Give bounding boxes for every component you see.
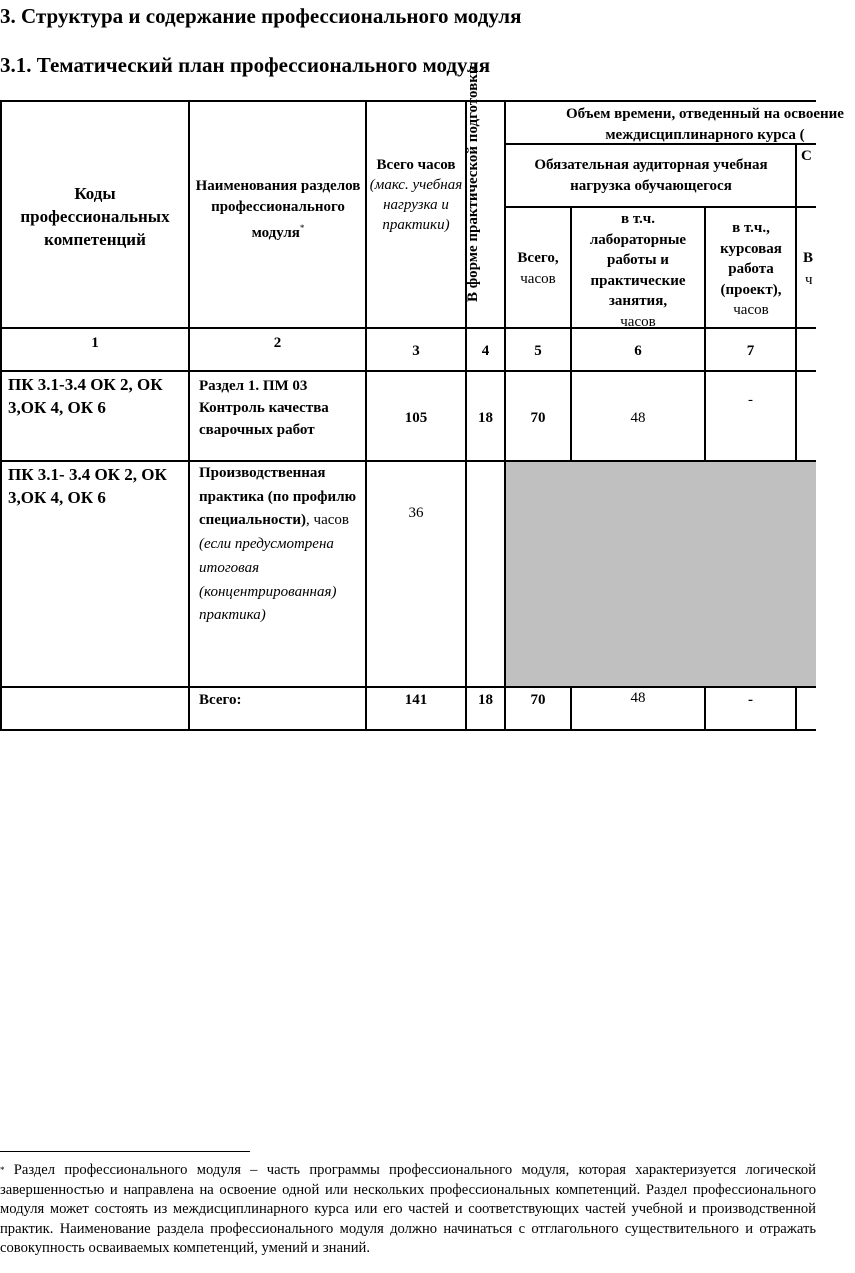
- col-number-4: 4: [481, 343, 490, 359]
- row2-name: [199, 462, 361, 628]
- header-cut-b: В: [803, 250, 814, 266]
- header-total-note: (макс. учебная нагрузка и практики): [369, 177, 463, 233]
- header-course: [707, 218, 795, 321]
- row2-name-title: Производственная практика (по профилю специальности): [199, 465, 357, 529]
- col-number-1: 1: [91, 335, 99, 351]
- header-all-units: часов: [520, 271, 556, 287]
- col-number-5: 5: [534, 343, 542, 359]
- header-course-label: в т.ч., курсовая работа (проект),: [720, 220, 782, 298]
- row1-lab: 48: [630, 410, 646, 426]
- col-number-6: 6: [634, 343, 642, 359]
- col-number-2: 2: [273, 335, 282, 351]
- subsection-heading: 3.1. Тематический план профессионального модуля: [0, 53, 491, 77]
- header-names-text: Наименования разделов профессионального модуля: [195, 178, 361, 241]
- header-practice-form: В форме практической подготовки: [465, 65, 481, 302]
- total-practice: 18: [478, 692, 493, 708]
- total-hours: 141: [404, 692, 428, 708]
- footnote: [0, 1161, 816, 1259]
- section-heading: 3. Структура и содержание профессионального модуля: [0, 4, 522, 28]
- col-number-3: 3: [412, 343, 420, 359]
- row2-codes: ПК 3.1- 3.4 ОК 2, ОК 3,ОК 4, ОК 6: [8, 465, 167, 507]
- header-lab-label: в т.ч. лабораторные работы и практические занятия,: [589, 211, 687, 309]
- row1-all: 70: [530, 410, 546, 426]
- header-names: [192, 176, 364, 244]
- total-all: 70: [530, 692, 546, 708]
- total-lab: 48: [630, 690, 646, 706]
- header-course-units: часов: [733, 302, 769, 318]
- header-codes: Коды профессиональных компетенций: [20, 184, 170, 249]
- row1-name: Раздел 1. ПМ 03 Контроль качества сварочных работ: [199, 378, 329, 438]
- header-lab: [573, 209, 703, 332]
- header-total-label: Всего часов: [376, 157, 456, 173]
- footnote-text: Раздел профессионального модуля – часть программы профессионального модуля, которая характеризуется логической завершенностью и направлена на освоение одной или нескольких профессиональных компетенций. Раздел профессионального модуля может состоять из междисциплинарного курса или его частей и соответствующих частей учебной и производственной практик. Наименование раздела профессионального модуля должно начинаться с отглагольного существительного и отражать совокупность осваиваемых компетенций, умений и знаний.: [0, 1162, 816, 1256]
- row2-name-note: (если предусмотрена итоговая (концентрированная) практика): [199, 536, 337, 624]
- header-total: [368, 155, 464, 235]
- row2-total: 36: [408, 505, 424, 521]
- header-all-label: Всего,: [517, 250, 559, 266]
- header-lab-units: часов: [620, 313, 656, 330]
- footnote-mark: *: [299, 223, 305, 233]
- total-label: Всего:: [199, 692, 242, 708]
- footnote-marker: *: [0, 1165, 5, 1175]
- header-all: [506, 248, 570, 290]
- row2-name-units: , часов: [306, 512, 349, 529]
- header-volume: Объем времени, отведенный на освоение междисциплинарного курса (: [566, 106, 844, 143]
- header-self-study: С: [801, 148, 812, 164]
- footnote-divider: [0, 1151, 250, 1152]
- row1-course: -: [748, 392, 753, 408]
- row1-practice: 18: [478, 410, 493, 426]
- header-cut-ch: ч: [805, 272, 813, 288]
- header-mandatory: Обязательная аудиторная учебная нагрузка обучающегося: [534, 157, 768, 194]
- shaded-area: [505, 461, 816, 686]
- row1-total: 105: [404, 410, 428, 426]
- row1-codes: ПК 3.1-3.4 ОК 2, ОК 3,ОК 4, ОК 6: [8, 375, 163, 417]
- col-number-7: 7: [746, 343, 755, 359]
- total-course: -: [748, 692, 753, 708]
